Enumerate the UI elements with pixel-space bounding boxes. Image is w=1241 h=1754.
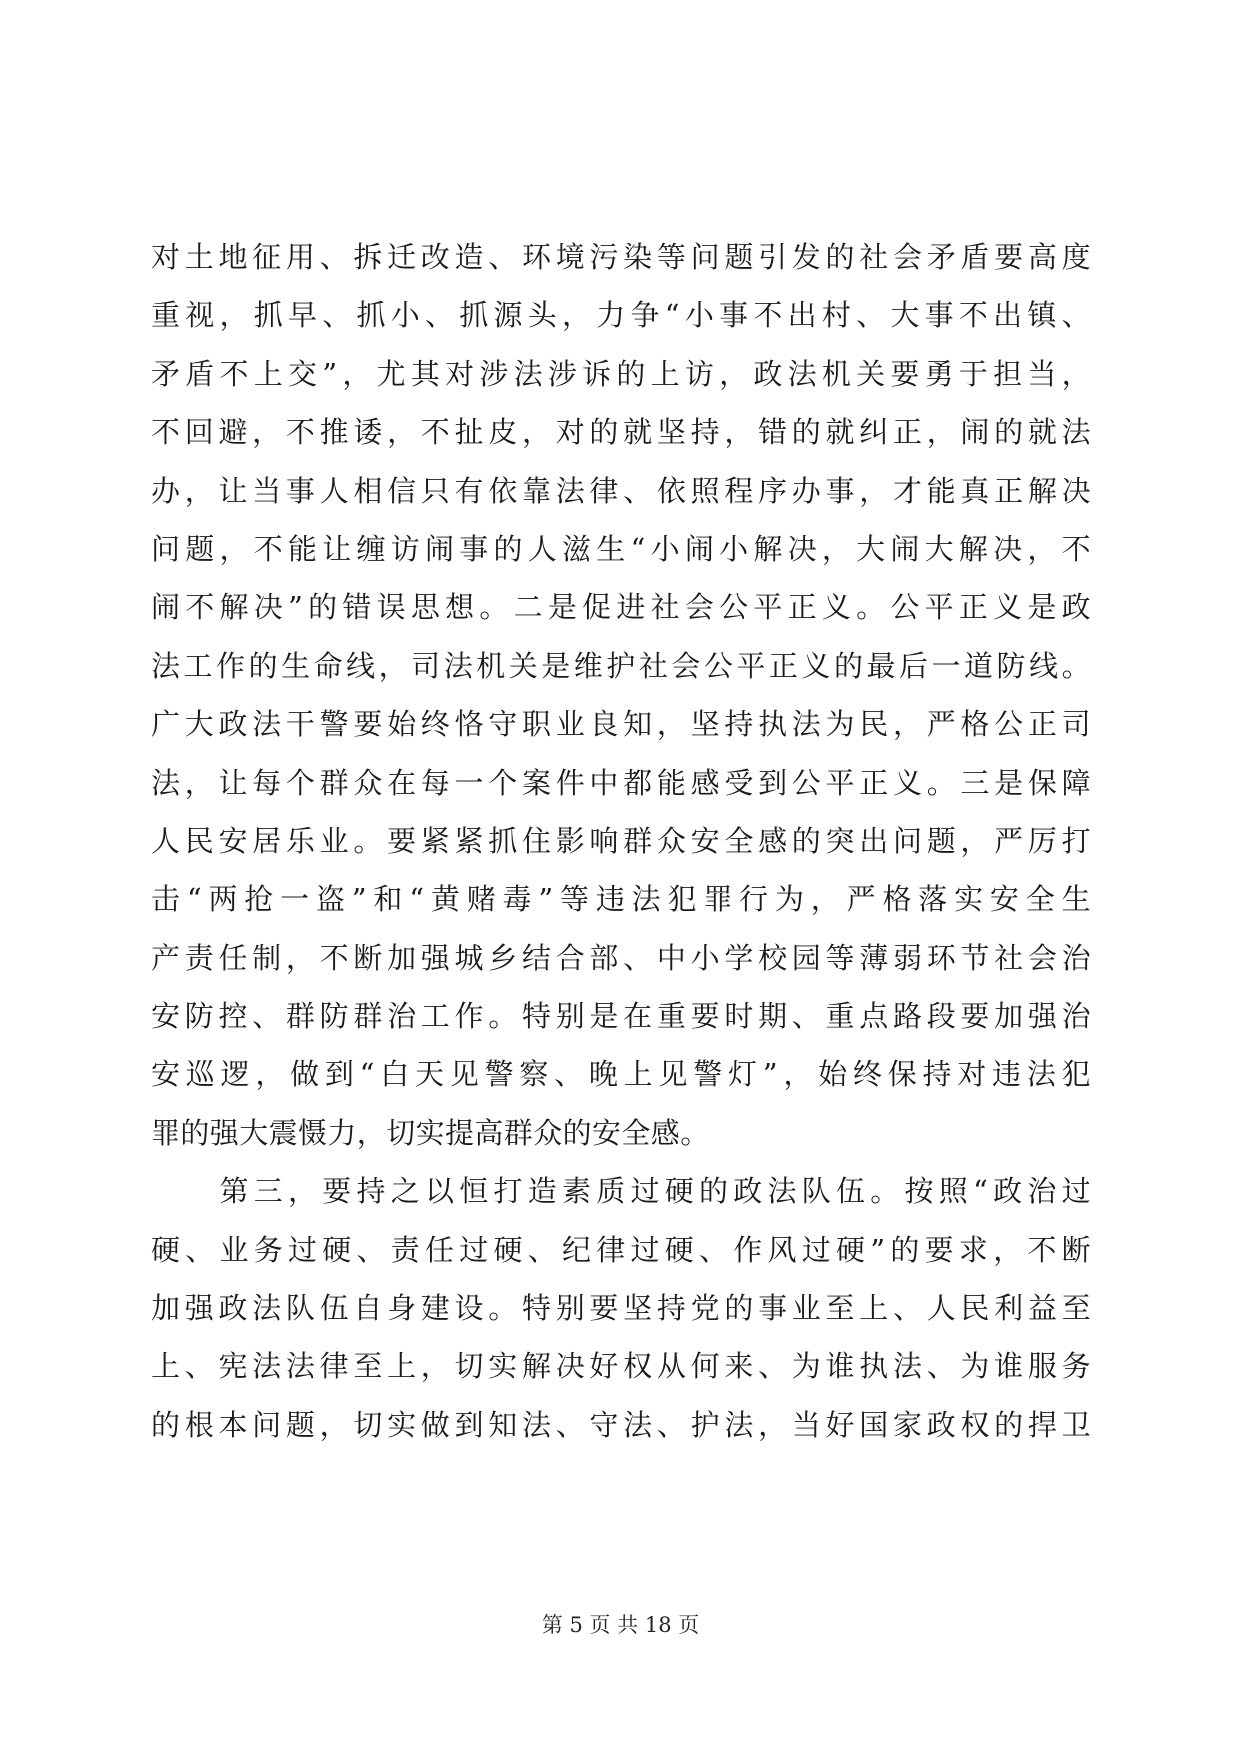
text-line: 第三，要持之以恒打造素质过硬的政法队伍。按照“政治过 — [151, 1174, 1091, 1209]
text-line: 加强政法队伍自身建设。特别要坚持党的事业至上、人民利益至 — [151, 1291, 1091, 1326]
text-line: 安巡逻，做到“白天见警察、晚上见警灯”，始终保持对违法犯 — [151, 1057, 1091, 1092]
text-line: 广大政法干警要始终恪守职业良知，坚持执法为民，严格公正司 — [151, 707, 1091, 742]
text-line: 法工作的生命线，司法机关是维护社会公平正义的最后一道防线。 — [151, 648, 1091, 683]
text-line: 法，让每个群众在每一个案件中都能感受到公平正义。三是保障 — [151, 765, 1091, 800]
body-text — [151, 228, 1091, 1454]
text-line: 产责任制，不断加强城乡结合部、中小学校园等薄弱环节社会治 — [151, 940, 1091, 975]
text-line: 不回避，不推诿，不扯皮，对的就坚持，错的就纠正，闹的就法 — [151, 415, 1091, 450]
text-line: 问题，不能让缠访闹事的人滋生“小闹小解决，大闹大解决，不 — [151, 531, 1091, 566]
text-line: 罪的强大震慑力，切实提高群众的安全感。 — [151, 1115, 710, 1150]
text-line: 击“两抢一盗”和“黄赌毒”等违法犯罪行为，严格落实安全生 — [151, 882, 1091, 917]
text-line: 重视，抓早、抓小、抓源头，力争“小事不出村、大事不出镇、 — [151, 298, 1091, 333]
text-line: 人民安居乐业。要紧紧抓住影响群众安全感的突出问题，严厉打 — [151, 823, 1091, 858]
text-line: 办，让当事人相信只有依靠法律、依照程序办事，才能真正解决 — [151, 473, 1091, 508]
text-line: 闹不解决”的错误思想。二是促进社会公平正义。公平正义是政 — [151, 590, 1091, 625]
text-line: 的根本问题，切实做到知法、守法、护法，当好国家政权的捍卫 — [151, 1407, 1091, 1442]
text-line: 安防控、群防群治工作。特别是在重要时期、重点路段要加强治 — [151, 999, 1091, 1034]
text-line: 上、宪法法律至上，切实解决好权从何来、为谁执法、为谁服务 — [151, 1349, 1091, 1384]
text-line: 对土地征用、拆迁改造、环境污染等问题引发的社会矛盾要高度 — [151, 240, 1091, 274]
text-line: 矛盾不上交”，尤其对涉法涉诉的上访，政法机关要勇于担当， — [151, 356, 1091, 391]
page-number-footer: 第 5 页 共 18 页 — [541, 1613, 700, 1637]
text-line: 硬、业务过硬、责任过硬、纪律过硬、作风过硬”的要求，不断 — [151, 1232, 1091, 1267]
